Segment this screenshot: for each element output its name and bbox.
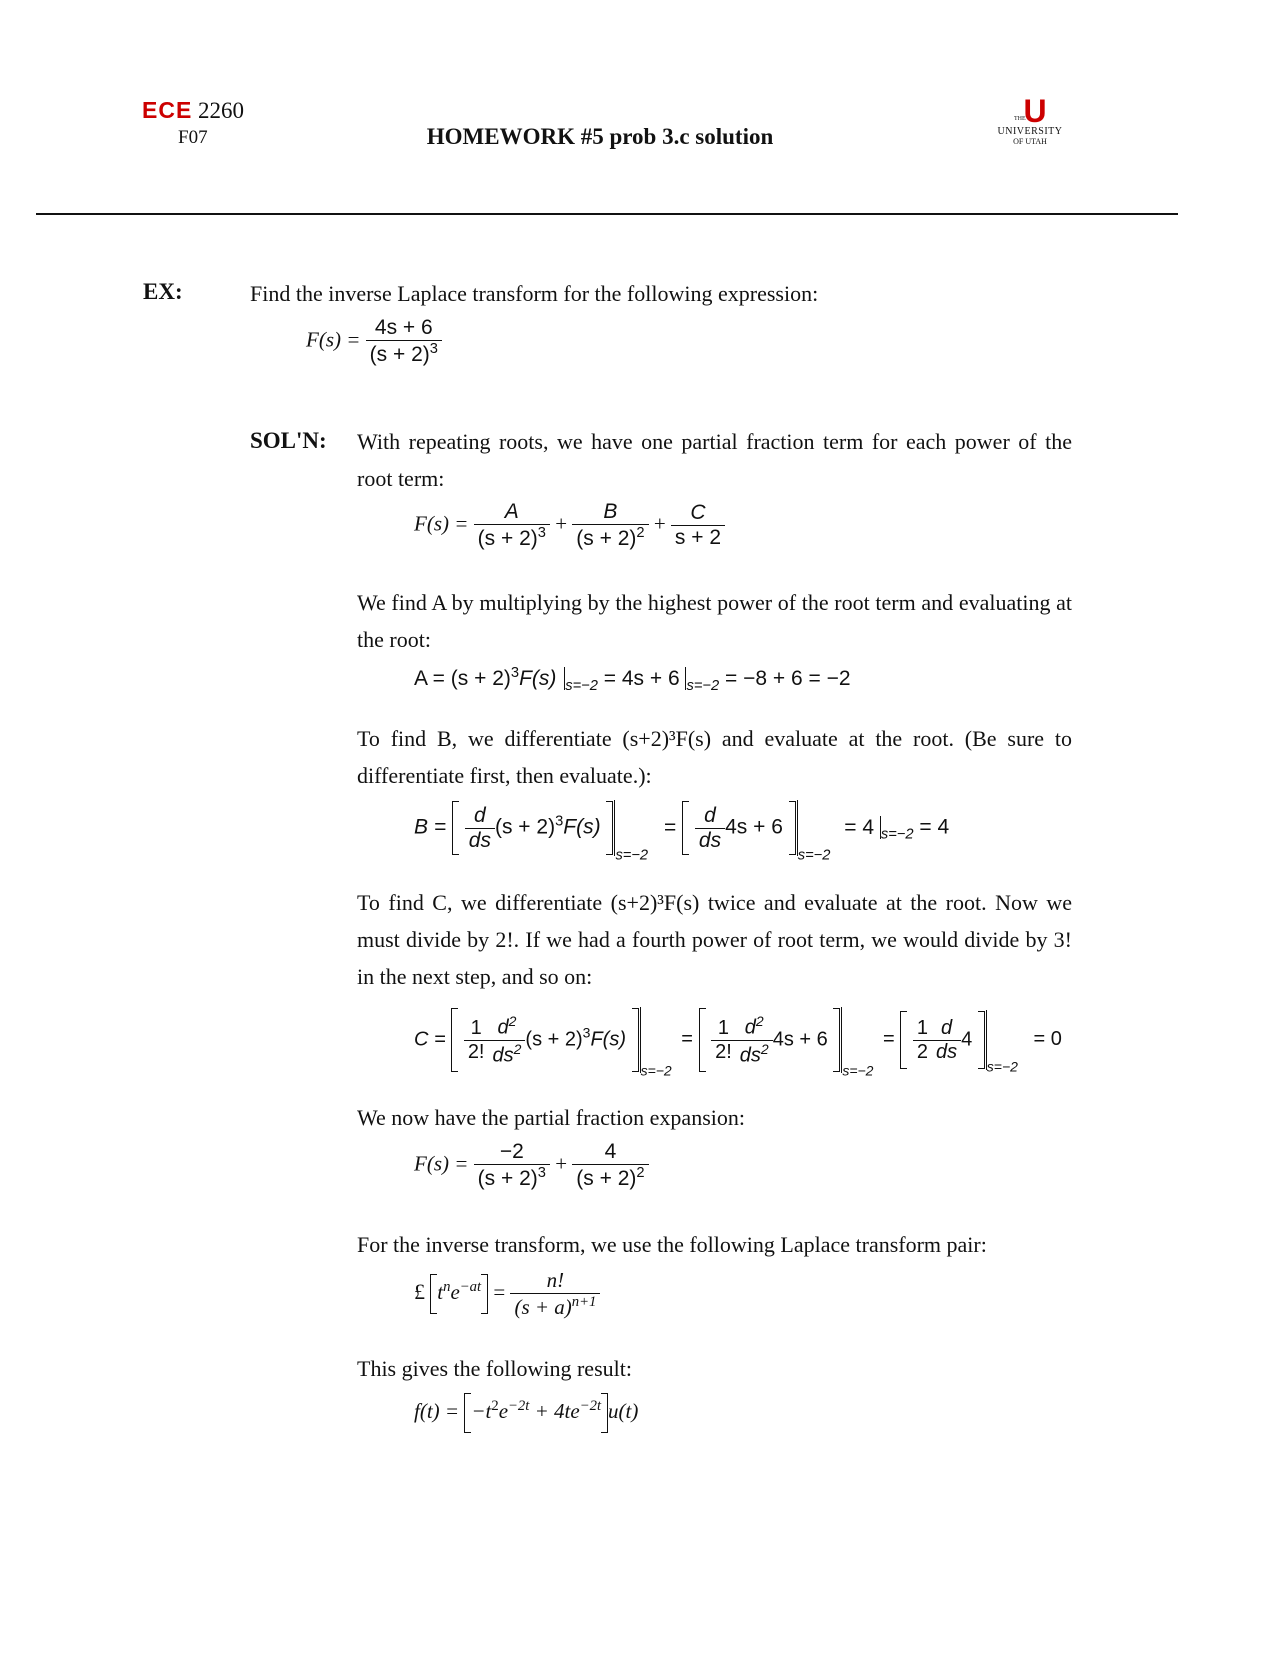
logo-the: THE — [1014, 116, 1026, 122]
header-divider — [36, 213, 1178, 215]
ex-label: EX: — [143, 279, 183, 304]
problem-equation: F(s) = $\frac{4s + 6}{(s + 2)^3}$ — [306, 316, 442, 367]
pair-text: For the inverse transform, we use the following Laplace transform pair: — [357, 1232, 987, 1257]
c-equation: C = $\frac{1}{2!}$ $\frac{d^2}{ds^2}$ $(s + 2)^3F(s)$ $_{s=-2}$ = $\frac{1}{2!}$ $\frac{d^2}{ds^2}$ 4s + 6 $_{s=-2}$ = $\frac{1}{2}$ $\frac{d}{ds}$ 4 $_{s=-2}$ = 0 — [414, 1007, 1062, 1078]
page-title: HOMEWORK #5 prob 3.c solution — [426, 124, 774, 149]
laplace-pair-equation: £ $t^ne^{-at}$ = $\frac{n!}{(s + a)^{n+1}}$ — [414, 1268, 600, 1320]
pfe-text: We now have the partial fraction expansion: — [357, 1105, 745, 1130]
find-c-text: To find C, we differentiate (s+2)³F(s) twice and evaluate at the root. Now we must divide by 2!. If we had a fourth power of root term, we would divide by 3! in the next step, and so on: — [357, 890, 1072, 989]
b-equation: B = $\frac{d}{ds}$ $(s + 2)^3F(s)$ $_{s=-2}$ = $\frac{d}{ds}$ 4s + 6 $_{s=-2}$ = 4 $_{s=-2}$ = 4 — [414, 800, 949, 864]
pf-form-equation: F(s) = $\frac{A}{(s + 2)^3}$ + $\frac{B}{(s + 2)^2}$ + $\frac{C}{s + 2}$ — [414, 500, 725, 551]
a-equation: $A = (s + 2)^3F(s)$ $_{s=-2}$ = 4s + 6 $_{s=-2}$ = −8 + 6 = −2 — [414, 665, 851, 695]
course-prefix: ECE — [142, 97, 193, 123]
university-logo — [995, 93, 1065, 146]
soln-label: SOL'N: — [250, 428, 327, 453]
logo-u-icon: U — [1023, 93, 1047, 129]
logo-university: UNIVERSITY — [997, 126, 1063, 137]
pfe-equation: F(s) = $\frac{-2}{(s + 2)^3}$ + $\frac{4}{(s + 2)^2}$ — [414, 1140, 649, 1191]
course-term: F07 — [178, 127, 208, 148]
final-result-equation: $f(t) = -t^2e^{-2t} + 4te^{-2t}$ u(t) — [414, 1393, 638, 1433]
find-a-text: We find A by multiplying by the highest power of the root term and evaluating at the root: — [357, 590, 1072, 652]
soln-intro: With repeating roots, we have one partial fraction term for each power of the root term: — [357, 429, 1072, 491]
result-text: This gives the following result: — [357, 1356, 632, 1381]
find-b-text: To find B, we differentiate (s+2)³F(s) and evaluate at the root. (Be sure to differentiate first, then evaluate.): — [357, 726, 1072, 788]
course-number: 2260 — [198, 98, 245, 123]
logo-of-utah: OF UTAH — [1013, 137, 1047, 146]
problem-statement: Find the inverse Laplace transform for the following expression: — [250, 281, 819, 306]
